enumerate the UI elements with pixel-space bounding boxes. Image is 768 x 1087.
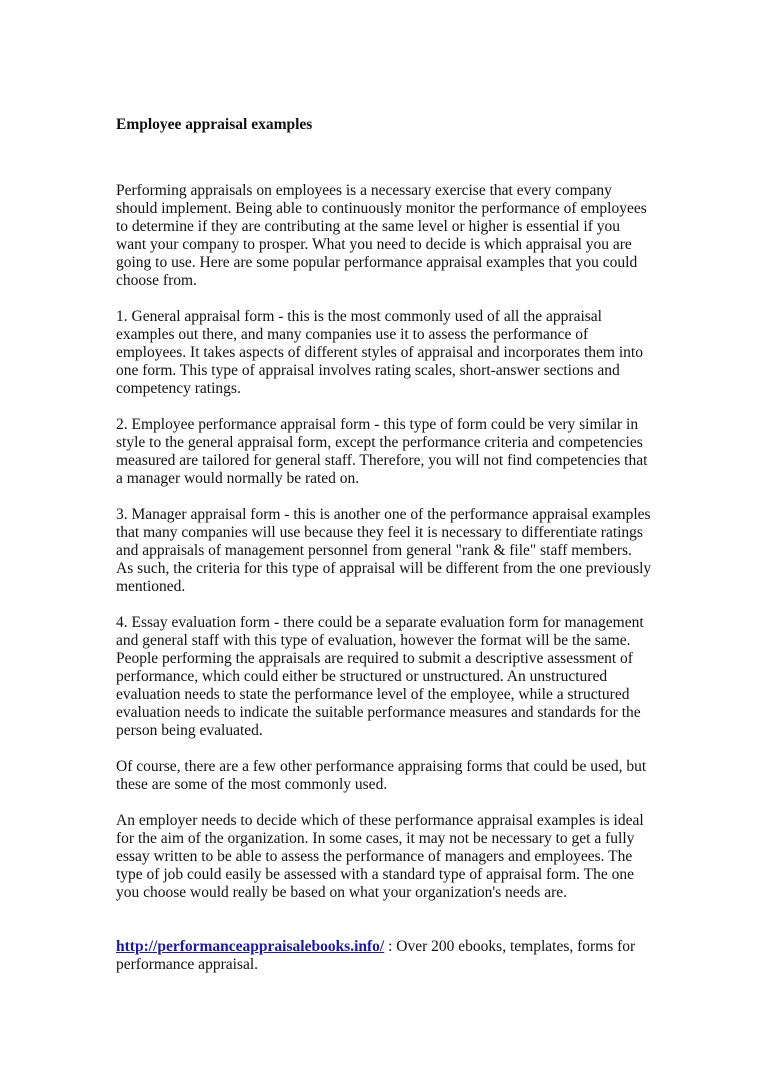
text-line: should implement. Being able to continuously monitor the performance of employees xyxy=(116,200,647,217)
text-line: to determine if they are contributing at the same level or higher is essential if you xyxy=(116,218,621,235)
text-line: type of job could easily be assessed with a standard type of appraisal form. The one xyxy=(116,866,634,883)
text-line: these are some of the most commonly used. xyxy=(116,776,388,793)
text-line: mentioned. xyxy=(116,578,186,595)
text-line: style to the general appraisal form, except the performance criteria and competencies xyxy=(116,434,643,451)
manager-appraisal-paragraph xyxy=(116,506,661,596)
text-line: evaluation needs to state the performance level of the employee, while a structured xyxy=(116,686,630,703)
text-line: measured are tailored for general staff. Therefore, you will not find competencies that xyxy=(116,452,648,469)
text-line: going to use. Here are some popular performance appraisal examples that you could xyxy=(116,254,638,271)
document-page xyxy=(116,116,661,992)
text-line: performance appraisal. xyxy=(116,956,259,973)
text-line: People performing the appraisals are required to submit a descriptive assessment of xyxy=(116,650,633,667)
text-line: that many companies will use because they feel it is necessary to differentiate ratings xyxy=(116,524,643,541)
text-line: want your company to prosper. What you need to decide is which appraisal you are xyxy=(116,236,632,253)
text-line: Of course, there are a few other performance appraising forms that could be used, but xyxy=(116,758,647,775)
document-title: Employee appraisal examples xyxy=(116,116,313,133)
employee-appraisal-paragraph xyxy=(116,416,661,488)
ebooks-link[interactable]: http://performanceappraisalebooks.info/ xyxy=(116,938,385,955)
intro-paragraph xyxy=(116,182,661,290)
text-line: examples out there, and many companies use it to assess the performance of xyxy=(116,326,589,343)
text-line: choose from. xyxy=(116,272,197,289)
resource-link-paragraph xyxy=(116,938,661,974)
text-line: 1. General appraisal form - this is the most commonly used of all the appraisal xyxy=(116,308,602,325)
text-line: employees. It takes aspects of different styles of appraisal and incorporates them into xyxy=(116,344,643,361)
text-line: and general staff with this type of evaluation, however the format will be the same. xyxy=(116,632,631,649)
text-line: person being evaluated. xyxy=(116,722,263,739)
text-line: competency ratings. xyxy=(116,380,241,397)
title-spacer xyxy=(116,134,661,182)
text-line: evaluation needs to indicate the suitable performance measures and standards for the xyxy=(116,704,641,721)
text-line: one form. This type of appraisal involves rating scales, short-answer sections and xyxy=(116,362,620,379)
text-line: As such, the criteria for this type of appraisal will be different from the one previously xyxy=(116,560,652,577)
text-line: An employer needs to decide which of these performance appraisal examples is ideal xyxy=(116,812,644,829)
conclusion-paragraph xyxy=(116,812,661,902)
general-appraisal-paragraph xyxy=(116,308,661,398)
text-line: you choose would really be based on what your organization's needs are. xyxy=(116,884,568,901)
text-line: a manager would normally be rated on. xyxy=(116,470,360,487)
text-line: 4. Essay evaluation form - there could be a separate evaluation form for management xyxy=(116,614,644,631)
text-line: 3. Manager appraisal form - this is another one of the performance appraisal examples xyxy=(116,506,651,523)
text-line: for the aim of the organization. In some cases, it may not be necessary to get a fully xyxy=(116,830,635,847)
text-line xyxy=(116,938,661,956)
other-forms-paragraph xyxy=(116,758,661,794)
text-line: performance, which could either be structured or unstructured. An unstructured xyxy=(116,668,608,685)
text-line: 2. Employee performance appraisal form - this type of form could be very similar in xyxy=(116,416,639,433)
text-line: essay written to be able to assess the performance of managers and employees. The xyxy=(116,848,633,865)
link-spacer xyxy=(116,920,661,938)
essay-evaluation-paragraph xyxy=(116,614,661,740)
link-description: : Over 200 ebooks, templates, forms for xyxy=(384,938,636,955)
text-line: and appraisals of management personnel from general "rank & file" staff members. xyxy=(116,542,632,559)
text-line: Performing appraisals on employees is a necessary exercise that every company xyxy=(116,182,612,199)
